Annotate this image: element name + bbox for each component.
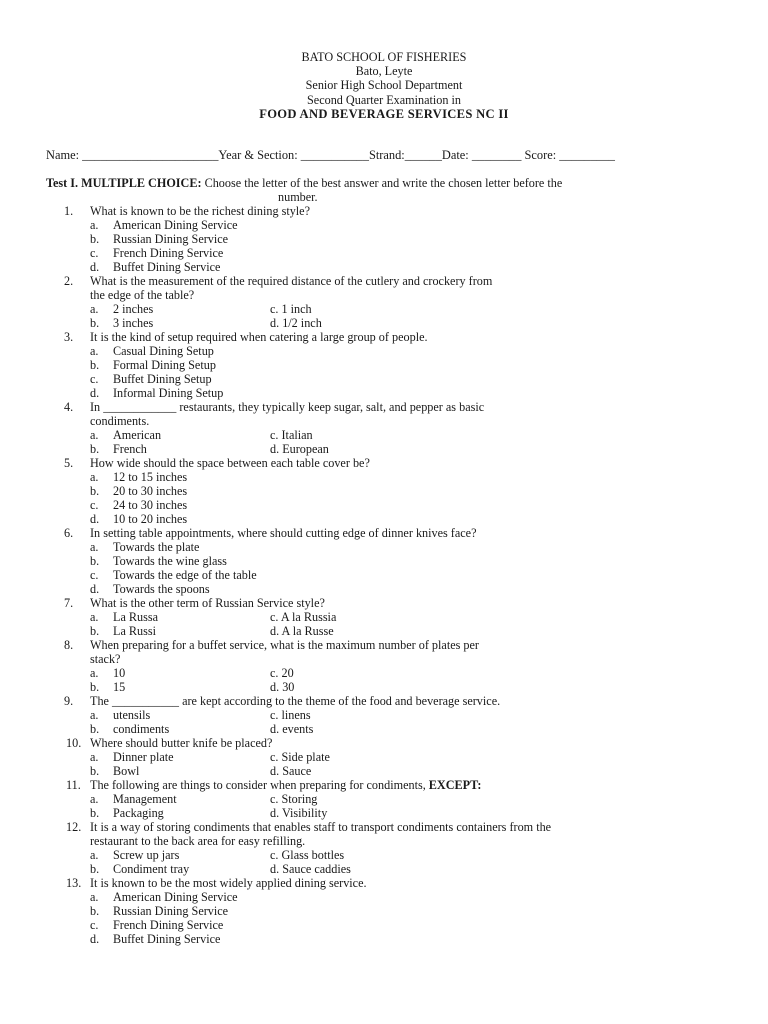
answer-option bbox=[0, 932, 768, 946]
option-text: Informal Dining Setup bbox=[113, 386, 224, 400]
question-number: 4. bbox=[64, 400, 74, 414]
option-letter: a. bbox=[90, 792, 99, 806]
question-item bbox=[0, 456, 768, 526]
option-text-second: d. Visibility bbox=[270, 806, 328, 820]
option-text-second: d. events bbox=[270, 722, 314, 736]
option-letter: a. bbox=[90, 848, 99, 862]
option-letter: b. bbox=[90, 764, 100, 778]
question-item bbox=[0, 204, 768, 274]
question-line bbox=[0, 274, 768, 288]
option-text-second: c. A la Russia bbox=[270, 610, 337, 624]
option-letter: b. bbox=[90, 680, 100, 694]
question-text: stack? bbox=[90, 652, 121, 666]
answer-option bbox=[0, 568, 768, 582]
test-heading: Test I. MULTIPLE CHOICE: bbox=[46, 176, 202, 190]
question-line bbox=[0, 820, 768, 834]
answer-option bbox=[0, 358, 768, 372]
question-line-continued bbox=[0, 414, 768, 428]
question-number: 9. bbox=[64, 694, 74, 708]
answer-option bbox=[0, 540, 768, 554]
option-text-second: d. Sauce bbox=[270, 764, 312, 778]
option-letter: a. bbox=[90, 890, 99, 904]
question-line bbox=[0, 778, 768, 792]
question-line bbox=[0, 456, 768, 470]
option-text: Packaging bbox=[113, 806, 164, 820]
question-number: 7. bbox=[64, 596, 74, 610]
question-text: In setting table appointments, where should cutting edge of dinner knives face? bbox=[90, 526, 477, 540]
option-letter: a. bbox=[90, 666, 99, 680]
option-letter: a. bbox=[90, 708, 99, 722]
option-text: 2 inches bbox=[113, 302, 154, 316]
option-letter: b. bbox=[90, 484, 100, 498]
question-text: the edge of the table? bbox=[90, 288, 195, 302]
test-instructions-text: Choose the letter of the best answer and write the chosen letter before the bbox=[201, 176, 563, 190]
option-text: Towards the edge of the table bbox=[113, 568, 257, 582]
question-item bbox=[0, 596, 768, 638]
option-text: Towards the spoons bbox=[113, 582, 210, 596]
option-text: 20 to 30 inches bbox=[113, 484, 188, 498]
question-text: When preparing for a buffet service, what is the maximum number of plates per bbox=[90, 638, 479, 652]
option-text: Buffet Dining Setup bbox=[113, 372, 212, 386]
option-text-second: c. Side plate bbox=[270, 750, 330, 764]
question-line bbox=[0, 400, 768, 414]
option-letter: b. bbox=[90, 624, 100, 638]
question-line-continued bbox=[0, 652, 768, 666]
answer-option bbox=[0, 260, 768, 274]
answer-option-row bbox=[0, 806, 768, 820]
option-text: American Dining Service bbox=[113, 218, 238, 232]
option-text: French bbox=[113, 442, 147, 456]
option-text: Management bbox=[113, 792, 177, 806]
answer-option bbox=[0, 344, 768, 358]
option-letter: d. bbox=[90, 932, 100, 946]
question-text: What is the measurement of the required distance of the cutlery and crockery from bbox=[90, 274, 493, 288]
question-item bbox=[0, 526, 768, 596]
answer-option bbox=[0, 498, 768, 512]
option-text: Russian Dining Service bbox=[113, 904, 229, 918]
exam-title: Second Quarter Examination in bbox=[307, 92, 461, 107]
question-item bbox=[0, 274, 768, 330]
question-list bbox=[0, 204, 768, 946]
option-text-second: d. A la Russe bbox=[270, 624, 334, 638]
question-item bbox=[0, 694, 768, 736]
answer-option-row bbox=[0, 666, 768, 680]
option-letter: a. bbox=[90, 344, 99, 358]
option-letter: b. bbox=[90, 232, 100, 246]
option-letter: a. bbox=[90, 470, 99, 484]
question-text: It is known to be the most widely applied dining service. bbox=[90, 876, 367, 890]
answer-option-row bbox=[0, 722, 768, 736]
option-letter: a. bbox=[90, 428, 99, 442]
question-item bbox=[0, 400, 768, 456]
question-text: The following are things to consider when preparing for condiments, EXCEPT: bbox=[90, 778, 482, 792]
answer-option bbox=[0, 246, 768, 260]
answer-option-row bbox=[0, 862, 768, 876]
answer-option-row bbox=[0, 442, 768, 456]
option-text: 24 to 30 inches bbox=[113, 498, 188, 512]
test-instructions-continued: number. bbox=[278, 190, 318, 204]
answer-option-row bbox=[0, 428, 768, 442]
answer-option bbox=[0, 218, 768, 232]
option-letter: b. bbox=[90, 442, 100, 456]
option-text: 12 to 15 inches bbox=[113, 470, 188, 484]
option-letter: d. bbox=[90, 260, 100, 274]
question-line bbox=[0, 596, 768, 610]
option-text: La Russa bbox=[113, 610, 159, 624]
question-item bbox=[0, 638, 768, 694]
option-letter: b. bbox=[90, 554, 100, 568]
option-text-second: c. linens bbox=[270, 708, 311, 722]
question-line bbox=[0, 736, 768, 750]
question-item bbox=[0, 876, 768, 946]
option-text: 10 bbox=[113, 666, 126, 680]
question-text: What is the other term of Russian Service style? bbox=[90, 596, 325, 610]
option-text: 3 inches bbox=[113, 316, 154, 330]
question-item bbox=[0, 736, 768, 778]
question-text: It is a way of storing condiments that enables staff to transport condiments containers from the bbox=[90, 820, 552, 834]
option-text: Bowl bbox=[113, 764, 140, 778]
option-text: French Dining Service bbox=[113, 918, 224, 932]
question-number: 11. bbox=[66, 778, 81, 792]
department-name: Senior High School Department bbox=[305, 78, 463, 93]
answer-option bbox=[0, 372, 768, 386]
option-text: Dinner plate bbox=[113, 750, 174, 764]
option-letter: a. bbox=[90, 302, 99, 316]
answer-option bbox=[0, 232, 768, 246]
question-item bbox=[0, 330, 768, 400]
option-text: American Dining Service bbox=[113, 890, 238, 904]
option-letter: b. bbox=[90, 806, 100, 820]
answer-option-row bbox=[0, 708, 768, 722]
answer-option bbox=[0, 512, 768, 526]
option-letter: d. bbox=[90, 386, 100, 400]
question-line bbox=[0, 876, 768, 890]
option-letter: c. bbox=[90, 918, 99, 932]
option-text: Buffet Dining Service bbox=[113, 932, 221, 946]
answer-option-row bbox=[0, 764, 768, 778]
option-letter: b. bbox=[90, 316, 100, 330]
option-letter: d. bbox=[90, 582, 100, 596]
question-text: Where should butter knife be placed? bbox=[90, 736, 273, 750]
student-info-line: Name: ______________________Year & Section: ___________Strand:______Date: ________ Score: _________ bbox=[46, 148, 616, 162]
option-text: condiments bbox=[113, 722, 170, 736]
option-text-second: d. 1/2 inch bbox=[270, 316, 322, 330]
option-text-second: c. Glass bottles bbox=[270, 848, 345, 862]
school-name: BATO SCHOOL OF FISHERIES bbox=[301, 50, 467, 64]
option-text: Towards the wine glass bbox=[113, 554, 227, 568]
question-line bbox=[0, 638, 768, 652]
option-text-second: d. European bbox=[270, 442, 329, 456]
question-number: 8. bbox=[64, 638, 74, 652]
option-letter: d. bbox=[90, 512, 100, 526]
option-text-second: c. 20 bbox=[270, 666, 294, 680]
option-text: Towards the plate bbox=[113, 540, 200, 554]
option-text-second: d. 30 bbox=[270, 680, 295, 694]
option-text-second: d. Sauce caddies bbox=[270, 862, 351, 876]
option-letter: a. bbox=[90, 750, 99, 764]
answer-option bbox=[0, 554, 768, 568]
option-text: Condiment tray bbox=[113, 862, 190, 876]
option-letter: a. bbox=[90, 610, 99, 624]
question-number: 13. bbox=[66, 876, 82, 890]
answer-option-row bbox=[0, 610, 768, 624]
question-line bbox=[0, 204, 768, 218]
question-emphasis: EXCEPT: bbox=[428, 778, 482, 792]
question-item bbox=[0, 778, 768, 820]
option-letter: c. bbox=[90, 246, 99, 260]
option-text: Casual Dining Setup bbox=[113, 344, 214, 358]
answer-option-row bbox=[0, 680, 768, 694]
option-letter: c. bbox=[90, 372, 99, 386]
answer-option bbox=[0, 890, 768, 904]
option-letter: b. bbox=[90, 722, 100, 736]
question-line-continued bbox=[0, 288, 768, 302]
option-text: Formal Dining Setup bbox=[113, 358, 216, 372]
option-text: 15 bbox=[113, 680, 126, 694]
test-instructions bbox=[46, 176, 696, 204]
question-number: 1. bbox=[64, 204, 74, 218]
option-text: 10 to 20 inches bbox=[113, 512, 188, 526]
school-location: Bato, Leyte bbox=[355, 64, 413, 79]
question-line bbox=[0, 694, 768, 708]
option-text: Screw up jars bbox=[113, 848, 180, 862]
answer-option-row bbox=[0, 750, 768, 764]
question-number: 12. bbox=[66, 820, 82, 834]
option-letter: b. bbox=[90, 862, 100, 876]
question-text: What is known to be the richest dining style? bbox=[90, 204, 311, 218]
question-number: 6. bbox=[64, 526, 74, 540]
option-text: Buffet Dining Service bbox=[113, 260, 221, 274]
option-text: American bbox=[113, 428, 162, 442]
answer-option-row bbox=[0, 792, 768, 806]
option-text-second: c. Italian bbox=[270, 428, 313, 442]
answer-option bbox=[0, 904, 768, 918]
option-letter: c. bbox=[90, 498, 99, 512]
option-letter: a. bbox=[90, 540, 99, 554]
option-text: French Dining Service bbox=[113, 246, 224, 260]
answer-option-row bbox=[0, 302, 768, 316]
answer-option bbox=[0, 484, 768, 498]
option-letter: b. bbox=[90, 358, 100, 372]
question-text: How wide should the space between each table cover be? bbox=[90, 456, 370, 470]
question-number: 10. bbox=[66, 736, 82, 750]
question-number: 2. bbox=[64, 274, 74, 288]
answer-option-row bbox=[0, 624, 768, 638]
option-text-second: c. 1 inch bbox=[270, 302, 312, 316]
option-text: La Russi bbox=[113, 624, 156, 638]
option-text: utensils bbox=[113, 708, 151, 722]
question-text: In ____________ restaurants, they typically keep sugar, salt, and pepper as basic bbox=[90, 400, 485, 414]
option-text: Russian Dining Service bbox=[113, 232, 229, 246]
answer-option bbox=[0, 582, 768, 596]
question-line bbox=[0, 526, 768, 540]
question-line-continued bbox=[0, 834, 768, 848]
answer-option bbox=[0, 918, 768, 932]
answer-option-row bbox=[0, 848, 768, 862]
option-text-second: c. Storing bbox=[270, 792, 318, 806]
question-line bbox=[0, 330, 768, 344]
option-letter: b. bbox=[90, 904, 100, 918]
question-number: 5. bbox=[64, 456, 74, 470]
question-text: restaurant to the back area for easy refilling. bbox=[90, 834, 306, 848]
exam-header bbox=[0, 50, 768, 121]
option-letter: a. bbox=[90, 218, 99, 232]
question-text: condiments. bbox=[90, 414, 150, 428]
subject-title: FOOD AND BEVERAGE SERVICES NC II bbox=[259, 106, 509, 121]
answer-option bbox=[0, 386, 768, 400]
answer-option-row bbox=[0, 316, 768, 330]
option-letter: c. bbox=[90, 568, 99, 582]
answer-option bbox=[0, 470, 768, 484]
question-text: It is the kind of setup required when catering a large group of people. bbox=[90, 330, 428, 344]
question-item bbox=[0, 820, 768, 876]
question-text: The ___________ are kept according to the theme of the food and beverage service. bbox=[90, 694, 501, 708]
question-number: 3. bbox=[64, 330, 74, 344]
